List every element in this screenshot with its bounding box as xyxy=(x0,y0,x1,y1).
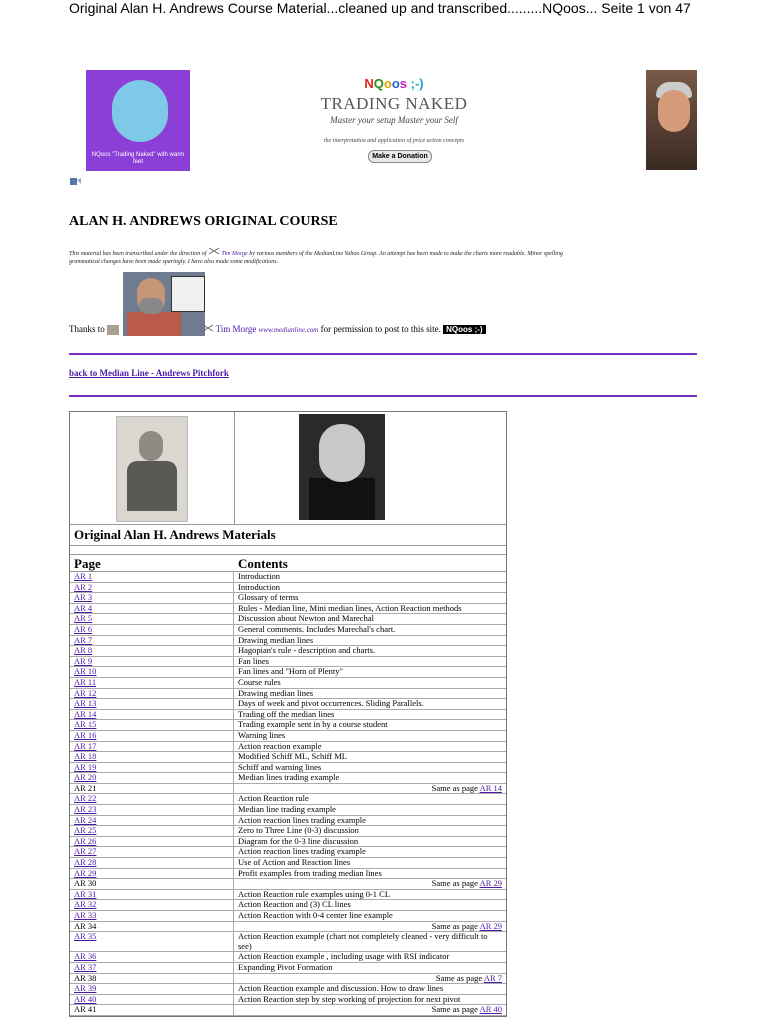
table-row xyxy=(70,1005,506,1016)
contents-cell: Warning lines xyxy=(238,729,286,740)
same-as-link[interactable]: AR 14 xyxy=(479,782,502,793)
table-row xyxy=(70,572,506,583)
page-label: AR 21 xyxy=(70,784,234,794)
page-link[interactable]: AR 17 xyxy=(74,740,97,751)
contents-cell: Fan lines and "Horn of Plenty" xyxy=(238,666,343,677)
back-link[interactable]: back to Median Line - Andrews Pitchfork xyxy=(69,368,229,378)
contents-cell: Median lines trading example xyxy=(238,772,340,783)
page-link[interactable]: AR 12 xyxy=(74,687,97,698)
page-link[interactable]: AR 29 xyxy=(74,867,97,878)
nqoos-logo-text: NQoos ;-) xyxy=(364,76,424,91)
cartoon-figure xyxy=(112,80,168,142)
tool-icon xyxy=(208,247,220,255)
same-as-label: Same as page xyxy=(431,782,480,793)
page-link[interactable]: AR 28 xyxy=(74,857,97,868)
table-row xyxy=(70,625,506,636)
page-link[interactable]: AR 26 xyxy=(74,835,97,846)
page-link[interactable]: AR 20 xyxy=(74,772,97,783)
divider xyxy=(69,395,697,397)
page-link[interactable]: AR 1 xyxy=(74,571,93,581)
page-link[interactable]: AR 24 xyxy=(74,814,97,825)
contents-cell: Trading off the median lines xyxy=(238,708,335,719)
medianline-site-link[interactable]: www.medianline.com xyxy=(258,326,319,334)
page-link[interactable]: AR 32 xyxy=(74,899,97,910)
banner-cartoon-image[interactable] xyxy=(86,70,190,171)
site-tagline: the interpretation and application of price action concepts xyxy=(323,138,465,144)
table-row xyxy=(70,678,506,689)
page-link[interactable]: AR 8 xyxy=(74,645,93,656)
table-title: Original Alan H. Andrews Materials xyxy=(70,527,506,546)
contents-cell: Modified Schiff ML, Schiff ML xyxy=(238,751,347,762)
site-motto: Master your setup Master your Self xyxy=(330,115,458,125)
page-header: Original Alan H. Andrews Course Material...cleaned up and transcribed.........NQoos... Seite 1 von 47 xyxy=(69,0,691,16)
page-link[interactable]: AR 25 xyxy=(74,825,97,836)
materials-table xyxy=(69,411,507,1017)
broken-image-icon xyxy=(70,178,81,185)
page-link[interactable]: AR 31 xyxy=(74,888,97,899)
contents-cell: Discussion about Newton and Marechal xyxy=(238,613,374,624)
table-row xyxy=(70,731,506,742)
contents-cell: Action reaction example xyxy=(238,740,322,751)
contents-cell: Action reaction lines trading example xyxy=(238,814,366,825)
page-link[interactable]: AR 18 xyxy=(74,751,97,762)
thanks-tim-morge-link[interactable]: Tim Morge xyxy=(215,324,257,334)
contents-cell: Action Reaction example , including usage with RSI indicator xyxy=(238,951,450,962)
contents-cell: Drawing median lines xyxy=(238,687,314,698)
table-row xyxy=(70,932,506,952)
contents-cell: Action Reaction example and discussion. How to draw lines xyxy=(238,983,444,994)
contents-cell: Action Reaction with 0-4 center line example xyxy=(238,910,393,920)
page-link[interactable]: AR 4 xyxy=(74,602,93,613)
page-link[interactable]: AR 13 xyxy=(74,698,97,709)
page-link[interactable]: AR 27 xyxy=(74,846,97,857)
page-label: AR 34 xyxy=(70,922,234,932)
contents-cell: Introduction xyxy=(238,571,281,581)
col-page-header: Page xyxy=(74,556,101,571)
page-link[interactable]: AR 23 xyxy=(74,804,97,815)
contents-cell: Glossary of terms xyxy=(238,592,299,603)
contents-cell: Drawing median lines xyxy=(238,634,314,645)
page-link[interactable]: AR 40 xyxy=(74,993,97,1004)
same-as-cell xyxy=(234,879,506,889)
contents-cell: Action Reaction and (3) CL lines xyxy=(238,899,351,910)
page-link[interactable]: AR 14 xyxy=(74,708,97,719)
contents-cell: Action Reaction step by step working of projection for next pivot xyxy=(238,993,461,1004)
page-link[interactable]: AR 9 xyxy=(74,655,93,666)
contents-cell: Action Reaction example (chart not completely cleaned - very difficult to see) xyxy=(238,931,488,951)
page-label: AR 38 xyxy=(70,974,234,984)
contents-cell: Expanding Pivot Formation xyxy=(238,961,333,972)
contents-cell: Introduction xyxy=(238,581,281,592)
site-title: TRADING NAKED xyxy=(320,94,468,113)
page-link[interactable]: AR 16 xyxy=(74,729,97,740)
divider xyxy=(69,353,697,355)
tool-icon xyxy=(202,324,214,332)
same-as-cell xyxy=(234,1005,506,1015)
table-header xyxy=(70,555,506,572)
col-contents-header: Contents xyxy=(238,556,288,571)
contents-cell: Action reaction lines trading example xyxy=(238,846,366,857)
table-body xyxy=(70,572,506,1016)
photo-row xyxy=(70,412,506,525)
same-as-label: Same as page xyxy=(431,878,480,889)
thanks-line: Thanks to Tim Morge www.medianline.com for permission to post to this site. NQoos ;-) xyxy=(69,324,486,335)
contents-cell: General comments. Includes Marechal's chart. xyxy=(238,623,396,634)
page-link[interactable]: AR 15 xyxy=(74,719,97,730)
donate-button[interactable]: Make a Donation xyxy=(368,150,432,163)
same-as-cell xyxy=(234,974,506,984)
site-logo xyxy=(300,76,488,125)
contents-cell: Days of week and pivot occurrences. Sliding Parallels. xyxy=(238,698,424,709)
same-as-label: Same as page xyxy=(431,920,480,931)
nqoos-badge: NQoos ;-) xyxy=(443,325,485,334)
same-as-link[interactable]: AR 29 xyxy=(479,878,502,889)
page-link[interactable]: AR 36 xyxy=(74,951,97,962)
page-link[interactable]: AR 35 xyxy=(74,931,97,942)
course-title: ALAN H. ANDREWS ORIGINAL COURSE xyxy=(69,214,338,229)
same-as-label: Same as page xyxy=(435,972,484,983)
page-link[interactable]: AR 19 xyxy=(74,761,97,772)
page-link[interactable]: AR 5 xyxy=(74,613,93,624)
contents-cell: Rules - Median line, Mini median lines, Action Reaction methods xyxy=(238,602,462,613)
andrews-portrait-sketch xyxy=(116,416,188,522)
andrews-portrait-photo xyxy=(299,414,385,520)
contents-cell: Profit examples from trading median lines xyxy=(238,867,382,878)
page-link[interactable]: AR 2 xyxy=(74,581,93,592)
contents-cell: Diagram for the 0-3 line discussion xyxy=(238,835,359,846)
contents-cell: Median line trading example xyxy=(238,804,336,815)
page-label: AR 41 xyxy=(70,1005,234,1015)
contents-cell: Use of Action and Reaction lines xyxy=(238,857,351,868)
intro-tim-morge-link[interactable]: Tim Morge xyxy=(221,251,248,257)
page-link[interactable]: AR 37 xyxy=(74,961,97,972)
page-link[interactable]: AR 39 xyxy=(74,983,97,994)
page-link[interactable]: AR 6 xyxy=(74,623,93,634)
contents-cell: Hagopian's rule - description and charts. xyxy=(238,645,376,656)
small-photo-icon xyxy=(107,325,119,335)
contents-cell: Schiff and warning lines xyxy=(238,761,322,772)
page-label: AR 30 xyxy=(70,879,234,889)
table-row xyxy=(70,667,506,678)
page-link[interactable]: AR 7 xyxy=(74,634,93,645)
page-link[interactable]: AR 10 xyxy=(74,666,97,677)
contents-cell: Course rules xyxy=(238,676,281,687)
same-as-link[interactable]: AR 7 xyxy=(483,972,502,983)
contents-cell: Trading example sent in by a course student xyxy=(238,719,388,730)
page-link[interactable]: AR 33 xyxy=(74,910,97,920)
same-as-cell xyxy=(234,922,506,932)
same-as-link[interactable]: AR 40 xyxy=(479,1004,502,1015)
contents-cell: Zero to Three Line (0-3) discussion xyxy=(238,825,359,836)
banner-caption: NQoos "Trading Naked" with warm feet xyxy=(91,152,185,165)
page-link[interactable]: AR 3 xyxy=(74,592,93,603)
table-row xyxy=(70,720,506,731)
contents-cell: Action Reaction rule xyxy=(238,793,309,804)
same-as-link[interactable]: AR 29 xyxy=(479,920,502,931)
author-photo xyxy=(646,70,697,170)
table-row xyxy=(70,646,506,657)
contents-cell: Action Reaction rule examples using 0-1 CL xyxy=(238,888,391,899)
same-as-label: Same as page xyxy=(431,1004,480,1015)
page-link[interactable]: AR 11 xyxy=(74,676,97,687)
intro-text: This material has been transcribed under the direction of Tim Morge by various members of the MedianLine Yahoo Group. An attempt has been made to make the charts more readable. Minor spelling grammatical changes have been made sparingly. I have also made some modifications. xyxy=(69,247,697,266)
page-link[interactable]: AR 22 xyxy=(74,793,97,804)
contents-cell: Fan lines xyxy=(238,655,269,666)
same-as-cell xyxy=(234,784,506,794)
